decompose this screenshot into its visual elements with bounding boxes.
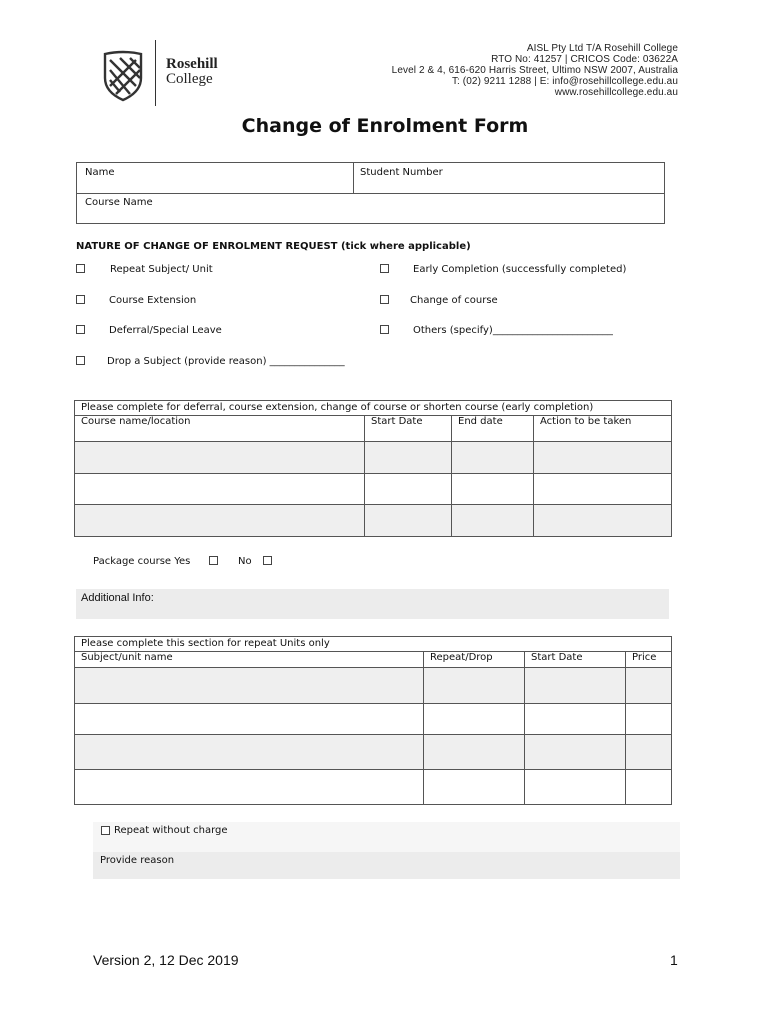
package-yes-checkbox[interactable] — [209, 556, 218, 565]
table2-cell[interactable] — [75, 704, 424, 735]
repeat-without-charge-label: Repeat without charge — [114, 825, 228, 836]
table-row — [75, 704, 672, 735]
provide-reason-label: Provide reason — [100, 855, 175, 866]
rosehill-shield-logo — [102, 50, 144, 102]
course-extension-label: Course Extension — [109, 295, 197, 306]
table2-header-price: Price — [626, 652, 672, 668]
nature-heading: NATURE OF CHANGE OF ENROLMENT REQUEST (tick where applicable) — [76, 241, 471, 252]
drop-subject-label: Drop a Subject (provide reason) _______________ — [107, 356, 345, 367]
table1-cell[interactable] — [534, 442, 672, 474]
header-rto: RTO No: 41257 | CRICOS Code: 03622A — [491, 54, 678, 65]
drop-subject-checkbox[interactable] — [76, 356, 85, 365]
deferral-checkbox[interactable] — [76, 325, 85, 334]
table2-cell[interactable] — [525, 704, 626, 735]
change-of-course-label: Change of course — [410, 295, 498, 306]
header-company: AISL Pty Ltd T/A Rosehill College — [526, 43, 678, 54]
footer-page-number: 1 — [670, 952, 678, 968]
table1-header-action: Action to be taken — [534, 416, 672, 442]
repeat-subject-label: Repeat Subject/ Unit — [110, 264, 213, 275]
table2-cell[interactable] — [424, 770, 525, 805]
table2-cell[interactable] — [525, 770, 626, 805]
logo-name-college: College — [166, 71, 213, 87]
repeat-subject-checkbox[interactable] — [76, 264, 85, 273]
logo-divider — [155, 40, 156, 106]
table-row — [75, 442, 672, 474]
table1-cell[interactable] — [75, 474, 365, 505]
table2-cell[interactable] — [626, 770, 672, 805]
provide-reason-field[interactable] — [93, 852, 680, 879]
table1-cell[interactable] — [534, 474, 672, 505]
header-address: Level 2 & 4, 616-620 Harris Street, Ultimo NSW 2007, Australia — [391, 65, 678, 76]
table2-cell[interactable] — [424, 735, 525, 770]
table1-header-end: End date — [452, 416, 534, 442]
table2-cell[interactable] — [75, 770, 424, 805]
additional-info-field[interactable] — [76, 589, 669, 619]
table1-cell[interactable] — [534, 505, 672, 537]
early-completion-checkbox[interactable] — [380, 264, 389, 273]
table1-cell[interactable] — [365, 442, 452, 474]
table2-cell[interactable] — [75, 735, 424, 770]
footer-version: Version 2, 12 Dec 2019 — [93, 952, 239, 968]
table1-cell[interactable] — [452, 474, 534, 505]
student-row-divider — [77, 193, 664, 194]
table2-cell[interactable] — [626, 704, 672, 735]
course-name-field[interactable]: Course Name — [85, 197, 153, 208]
course-change-table — [74, 400, 672, 537]
table2-cell[interactable] — [626, 668, 672, 704]
table-row — [75, 505, 672, 537]
header-website: www.rosehillcollege.edu.au — [554, 87, 678, 98]
table-row — [75, 735, 672, 770]
change-of-course-checkbox[interactable] — [380, 295, 389, 304]
table1-header-start: Start Date — [365, 416, 452, 442]
others-checkbox[interactable] — [380, 325, 389, 334]
table2-cell[interactable] — [424, 668, 525, 704]
table-row — [75, 474, 672, 505]
student-number-field[interactable]: Student Number — [360, 167, 443, 178]
table1-cell[interactable] — [365, 505, 452, 537]
table2-cell[interactable] — [525, 668, 626, 704]
table2-header-subject: Subject/unit name — [75, 652, 424, 668]
header-contact: T: (02) 9211 1288 | E: info@rosehillcollege.edu.au — [451, 76, 678, 87]
name-field[interactable]: Name — [85, 167, 115, 178]
page-title: Change of Enrolment Form — [241, 115, 529, 137]
package-course-label: Package course Yes — [93, 556, 191, 567]
logo-name-rosehill: Rosehill — [166, 56, 218, 72]
table2-caption: Please complete this section for repeat Units only — [75, 637, 672, 652]
package-no-label: No — [238, 556, 252, 567]
table2-cell[interactable] — [525, 735, 626, 770]
student-name-divider — [353, 163, 354, 193]
repeat-units-table — [74, 636, 672, 805]
table-row — [75, 770, 672, 805]
table2-cell[interactable] — [626, 735, 672, 770]
table2-header-repeat: Repeat/Drop — [424, 652, 525, 668]
others-label: Others (specify)________________________ — [413, 325, 613, 336]
table1-cell[interactable] — [452, 442, 534, 474]
table1-header-course: Course name/location — [75, 416, 365, 442]
table2-cell[interactable] — [75, 668, 424, 704]
additional-info-label: Additional Info: — [81, 592, 154, 604]
table2-header-start: Start Date — [525, 652, 626, 668]
table1-cell[interactable] — [452, 505, 534, 537]
table1-cell[interactable] — [75, 505, 365, 537]
table-row — [75, 668, 672, 704]
table2-cell[interactable] — [424, 704, 525, 735]
table1-cell[interactable] — [75, 442, 365, 474]
table1-caption: Please complete for deferral, course extension, change of course or shorten course (early completion) — [75, 401, 672, 416]
table1-cell[interactable] — [365, 474, 452, 505]
course-extension-checkbox[interactable] — [76, 295, 85, 304]
repeat-without-charge-row — [93, 822, 680, 852]
package-no-checkbox[interactable] — [263, 556, 272, 565]
repeat-without-charge-checkbox[interactable] — [101, 826, 110, 835]
student-info-box — [76, 162, 665, 224]
early-completion-label: Early Completion (successfully completed) — [413, 264, 627, 275]
deferral-label: Deferral/Special Leave — [109, 325, 222, 336]
